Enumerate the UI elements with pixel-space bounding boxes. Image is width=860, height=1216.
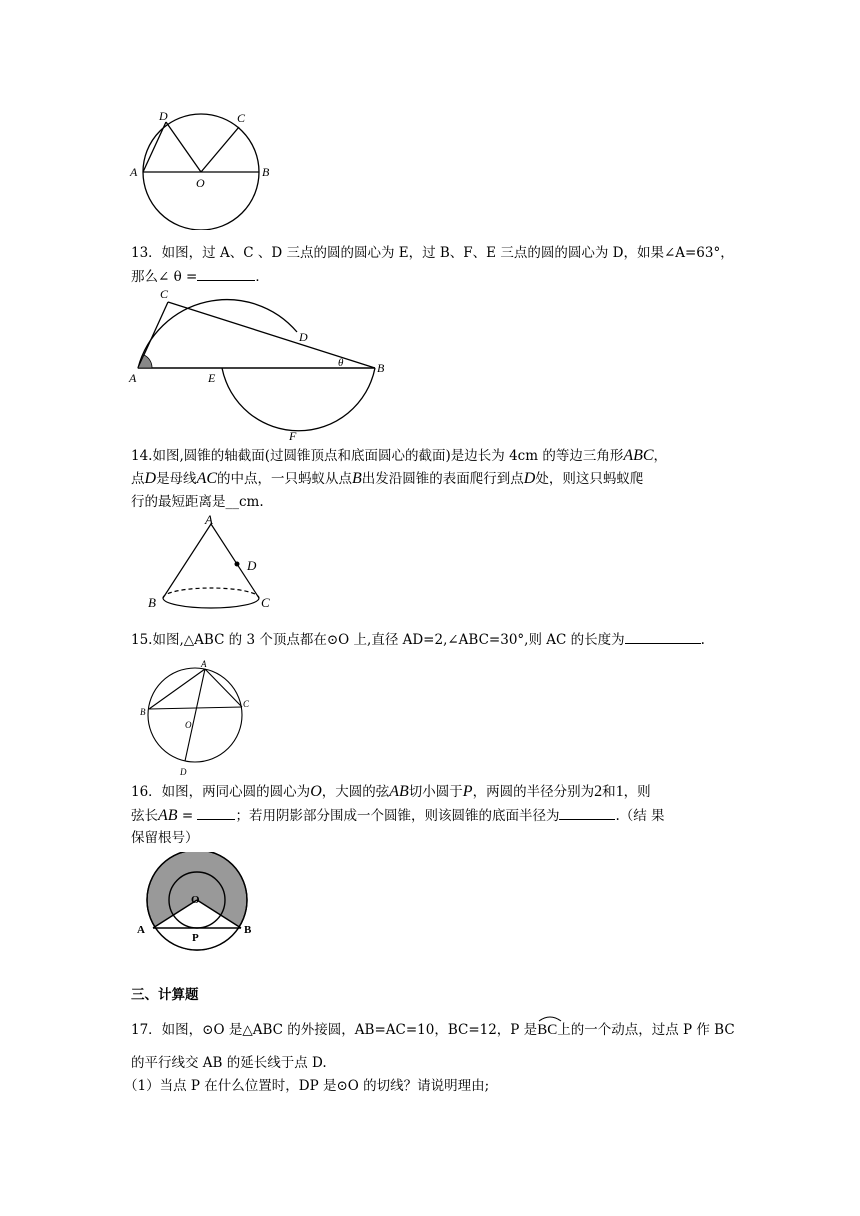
- fig15-label-d: D: [180, 767, 187, 777]
- q17-line3: （1）当点 P 在什么位置时，DP 是⊙O 的切线？请说明理由;: [124, 1078, 490, 1094]
- q16-l2d: ；若用阴影部分围成一个圆锥，则该圆锥的底面半径为: [235, 808, 560, 824]
- fig13-label-c: C: [160, 287, 169, 301]
- q15-line: [131, 629, 705, 650]
- q14-l2f: B: [352, 470, 362, 487]
- figure-q12-circle: [128, 105, 288, 230]
- q17-arc-bc: [537, 1020, 557, 1040]
- q14-l2b: D: [144, 470, 157, 487]
- fig14-label-a: A: [205, 512, 213, 527]
- fig14-label-d: D: [247, 558, 257, 573]
- fig16-label-o: O: [191, 894, 200, 906]
- fig12-label-b: B: [262, 165, 270, 179]
- q15-text: 15.如图,△ABC 的 3 个顶点都在⊙O 上,直径 AD=2,∠ABC=30°,则 AC 的长度为: [131, 632, 625, 648]
- q13-line2-prefix: 那么∠ θ =: [131, 269, 198, 285]
- fig13-label-b: B: [377, 361, 385, 375]
- q14-l1b: ABC: [623, 447, 654, 464]
- q14-l2a: 点: [131, 471, 145, 487]
- q14-line1: [131, 446, 667, 466]
- figure-q16-concentric: [133, 852, 263, 962]
- q14-l2g: 出发沿圆锥的表面爬行到点: [361, 471, 524, 487]
- fig13-label-f: F: [289, 429, 297, 443]
- q16-l1k: ，则: [623, 784, 651, 800]
- figure-q14-cone: [143, 512, 283, 612]
- q16-l2c: =: [181, 808, 194, 824]
- q14-l2d: AC: [196, 470, 218, 487]
- q13-line2-suffix: ．: [255, 269, 269, 285]
- fig15-label-b: B: [140, 707, 146, 717]
- q16-l1b: O: [310, 783, 322, 800]
- fig16-label-b: B: [244, 924, 252, 936]
- q14-l2e: 的中点，一只蚂蚁从点: [217, 471, 353, 487]
- q17-l1a: 17．如图，⊙O 是△ABC 的外接圆，AB=AC=10，BC=12，P 是: [131, 1022, 538, 1038]
- fig13-label-theta: θ: [338, 357, 344, 369]
- q15-suffix: .: [700, 632, 705, 648]
- figure-q15-circle: [138, 655, 258, 779]
- fig12-label-c: C: [237, 111, 246, 125]
- fig12-label-d: D: [159, 109, 168, 123]
- q16-l1e: 切小圆于: [408, 784, 463, 800]
- q17-arc-text: BC: [537, 1022, 558, 1038]
- q16-l1d: AB: [389, 783, 409, 800]
- q16-l2a: 弦长: [131, 808, 158, 824]
- q16-l1c: ，大圆的弦: [321, 784, 390, 800]
- q17-line2: 的平行线交 AB 的延长线于点 D.: [131, 1055, 327, 1071]
- fig16-label-a: A: [137, 924, 145, 936]
- figure-q13: [125, 284, 395, 444]
- q13-answer-blank: [197, 266, 255, 281]
- q14-line3: 行的最短距离是__cm.: [131, 494, 264, 510]
- q14-l1c: ，: [653, 448, 668, 464]
- q13-line1: 13．如图，过 A、C 、D 三点的圆的圆心为 E，过 B、F、E 三点的圆的圆心为 D，如果∠A=63°，: [131, 245, 734, 261]
- fig15-label-a: A: [201, 659, 207, 669]
- q14-line2: [131, 469, 643, 489]
- q14-l2c: 是母线: [156, 471, 197, 487]
- q16-l1f: P: [462, 783, 473, 800]
- q14-l2i: 处，则这只蚂蚁爬: [535, 471, 644, 487]
- fig16-label-p: P: [192, 932, 199, 944]
- fig13-label-d: D: [299, 330, 308, 344]
- q16-l1j: 1: [615, 783, 624, 800]
- q17-l1b: 上的一个动点，过点 P 作 BC: [557, 1022, 735, 1038]
- arc-icon: [537, 1014, 563, 1022]
- q16-l1a: 16．如图，两同心圆的圆心为: [131, 784, 311, 800]
- fig15-label-o: O: [185, 720, 192, 730]
- q16-l1i: 和: [602, 784, 616, 800]
- fig14-label-b: B: [148, 595, 156, 610]
- q14-l1a: 14.如图,圆锥的轴截面(过圆锥顶点和底面圆心的截面)是边长为 4cm 的等边三角形: [131, 448, 624, 464]
- fig12-label-o: O: [196, 176, 205, 190]
- q16-answer-blank-1: [197, 805, 235, 820]
- fig13-label-a: A: [129, 371, 137, 385]
- q15-answer-blank: [625, 629, 701, 644]
- fig14-label-c: C: [261, 595, 270, 610]
- fig12-label-a: A: [130, 165, 138, 179]
- section-heading: 三、计算题: [131, 987, 199, 1003]
- q16-answer-blank-2: [559, 805, 615, 820]
- q16-line3: 保留根号）: [131, 830, 199, 846]
- q16-line2: [131, 805, 665, 826]
- q16-l1h: 2: [594, 783, 603, 800]
- q16-line1: [131, 782, 651, 802]
- fig15-label-c: C: [243, 699, 250, 709]
- fig13-label-e: E: [208, 371, 216, 385]
- q16-l2e: .（结 果: [615, 808, 665, 824]
- q14-l2h: D: [523, 470, 536, 487]
- q16-l2b: AB: [158, 807, 178, 824]
- q17-line1: [131, 1020, 735, 1040]
- q16-l1g: ，两圆的半径分别为: [472, 784, 595, 800]
